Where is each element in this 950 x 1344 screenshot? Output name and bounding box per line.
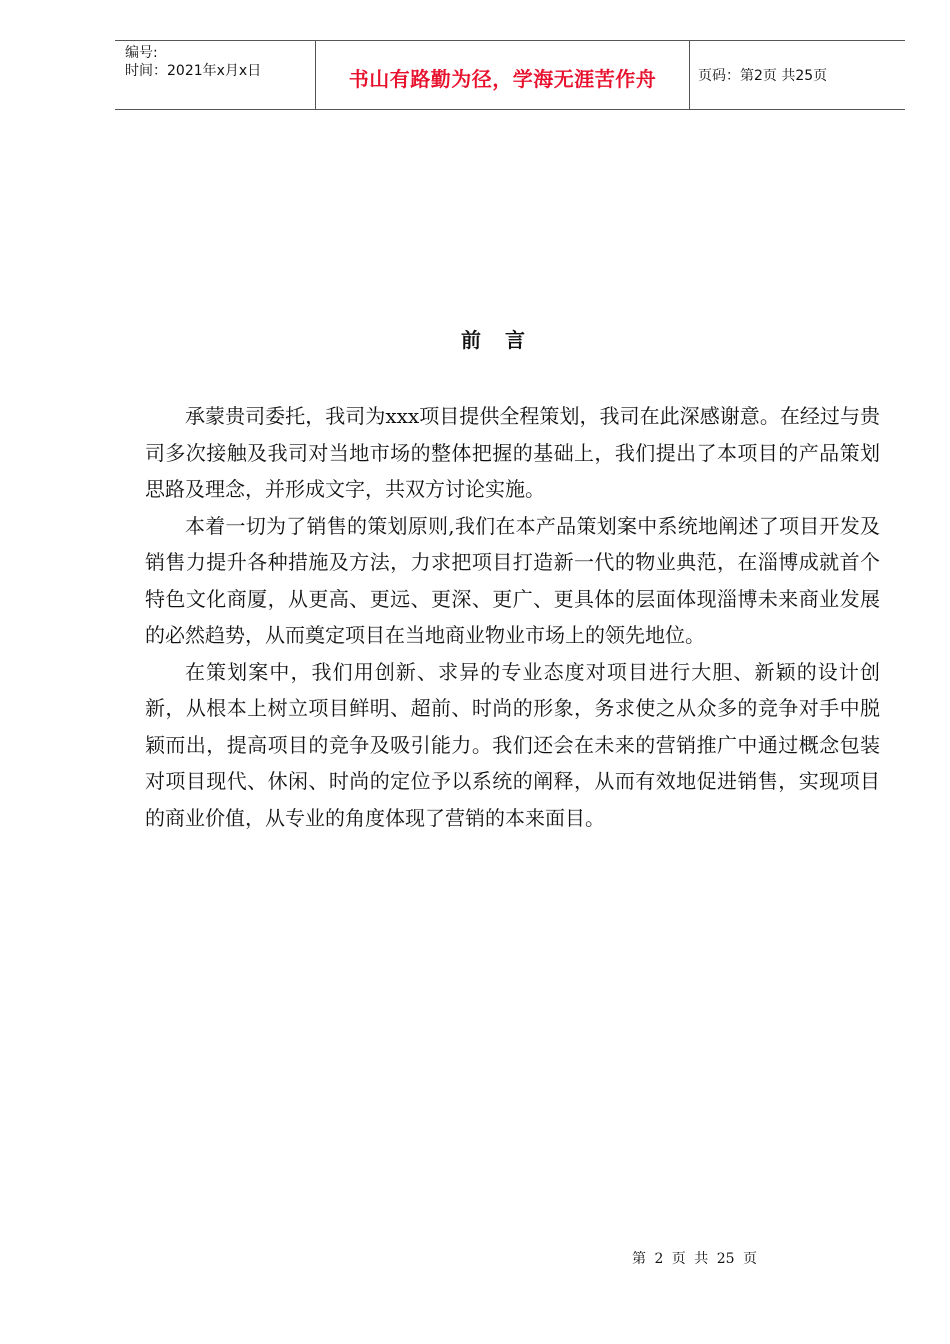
paragraph-1: 承蒙贵司委托，我司为xxx项目提供全程策划，我司在此深感谢意。在经过与贵司多次接触及我司对当地市场的整体把握的基础上，我们提出了本项目的产品策划思路及理念，并形成文字，共双方讨论实施。: [145, 404, 880, 501]
header-motto-cell: [316, 41, 690, 109]
document-date-label: 时间：2021年x月x日: [125, 63, 262, 79]
paragraph-3: 在策划案中，我们用创新、求异的专业态度对项目进行大胆、新颖的设计创新，从根本上树立项目鲜明、超前、时尚的形象，务求使之从众多的竞争对手中脱颖而出，提高项目的竞争及吸引能力。我们还会在未来的营销推广中通过概念包装对项目现代、休闲、时尚的定位予以系统的阐释，从而有效地促进销售，实现项目的商业价值，从专业的角度体现了营销的本来面目。: [145, 659, 880, 830]
body-content: [145, 398, 880, 836]
header-page-cell: [690, 41, 905, 109]
header-page-number: 页码：第2页 共25页: [698, 68, 828, 84]
document-header: [115, 40, 905, 110]
document-number-label: 编号:: [125, 45, 158, 61]
header-meta: [115, 41, 316, 109]
header-motto: 书山有路勤为径，学海无涯苦作舟: [348, 66, 657, 91]
page-title: 前言: [461, 328, 549, 352]
page-footer: 第 2 页 共 25 页: [632, 1251, 757, 1267]
paragraph-2: 本着一切为了销售的策划原则,我们在本产品策划案中系统地阐述了项目开发及销售力提升各种措施及方法，力求把项目打造新一代的物业典范，在淄博成就首个特色文化商厦，从更高、更远、更深、更广、更具体的层面体现淄博未来商业发展的必然趋势，从而奠定项目在当地商业物业市场上的领先地位。: [145, 513, 880, 647]
